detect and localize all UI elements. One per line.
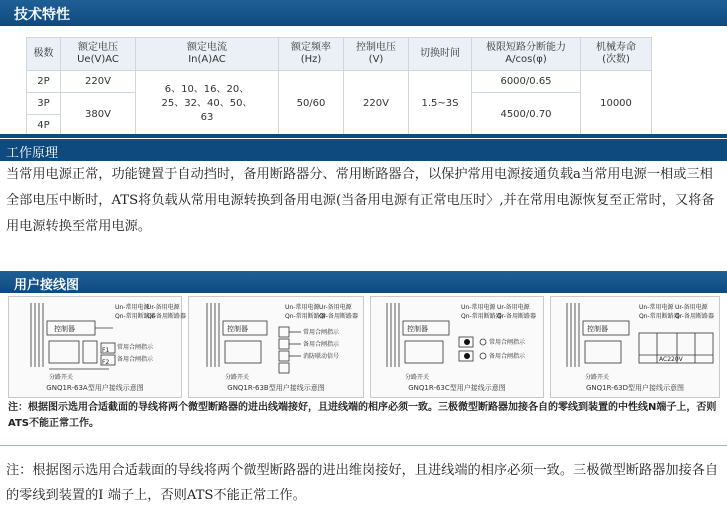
svg-text:常用合闸指示: 常用合闸指示 <box>489 339 526 346</box>
wiring-diagram-b <box>188 296 364 398</box>
svg-text:F2: F2 <box>102 359 110 366</box>
svg-text:F1: F1 <box>102 347 110 354</box>
svg-text:分路开关: 分路开关 <box>49 374 74 381</box>
wiring-drawing-d <box>551 297 719 383</box>
pole-cell: 2P <box>27 71 61 93</box>
spec-header <box>0 0 727 26</box>
section-rule <box>0 134 727 138</box>
section-divider <box>0 445 727 446</box>
col-breaking: 极限短路分断能力 A/cos(φ) <box>472 38 581 71</box>
voltage-cell: 220V <box>61 71 136 93</box>
spec-header-row <box>27 38 652 71</box>
svg-text:Un-常用电源: Un-常用电源 <box>285 304 320 311</box>
svg-text:分路开关: 分路开关 <box>405 374 430 381</box>
wiring-diagram-d <box>550 296 720 398</box>
wiring-title: 用户接线图 <box>14 278 80 293</box>
svg-text:Qn-常用断路器: Qn-常用断路器 <box>115 313 156 320</box>
principle-title: 工作原理 <box>6 146 59 161</box>
wiring-note: 注：根据图示选用合适截面的导线将两个微型断路器的进出线端接好，且进线端的相序必须一致。三极微型断路器加接各自的零线到装置的中性线N端子上，否则ATS不能正常工作。 <box>8 402 717 429</box>
svg-text:Qn-常用断路器: Qn-常用断路器 <box>461 313 502 320</box>
svg-text:分路开关: 分路开关 <box>225 374 250 381</box>
wiring-drawing-b <box>189 297 363 383</box>
svg-text:控制器: 控制器 <box>587 325 608 333</box>
svg-text:Un-常用电源: Un-常用电源 <box>461 304 496 311</box>
svg-text:Ur-备用电源: Ur-备用电源 <box>319 304 352 311</box>
svg-text:备用合闸指示: 备用合闸指示 <box>117 356 154 363</box>
svg-text:Qr-备用断路器: Qr-备用断路器 <box>147 313 186 320</box>
col-poles: 极数 <box>27 38 61 71</box>
voltage-cell: 380V <box>61 93 136 137</box>
breaking-cell: 6000/0.65 <box>472 71 581 93</box>
spec-title: 技术特性 <box>14 7 70 23</box>
table-row <box>27 71 652 93</box>
frequency-cell: 50/60 <box>279 71 344 137</box>
control-voltage-cell: 220V <box>344 71 409 137</box>
svg-text:Qr-备用断路器: Qr-备用断路器 <box>319 313 358 320</box>
svg-text:消防联动信号: 消防联动信号 <box>303 353 340 360</box>
switch-time-cell: 1.5~3S <box>409 71 472 137</box>
svg-text:Qr-备用断路器: Qr-备用断路器 <box>675 313 714 320</box>
svg-text:Qn-常用断路器: Qn-常用断路器 <box>285 313 326 320</box>
col-switch-time: 切换时间 <box>409 38 472 71</box>
life-cell: 10000 <box>581 71 652 137</box>
breaking-cell: 4500/0.70 <box>472 93 581 137</box>
diagram-caption: GNQ1R-63D型用户接线示意图 <box>585 384 685 392</box>
wiring-diagram-c <box>370 296 544 398</box>
col-life: 机械寿命 (次数) <box>581 38 652 71</box>
wiring-header <box>0 271 727 293</box>
bottom-note: 注：根据图示选用合适载面的导线将两个微型断路器的进出维岗接好，且进线端的相序必须一致。三极微型断路器加接各自的零线到装置的I 端子上，否则ATS不能正常工作。 <box>6 463 719 503</box>
spec-table <box>26 37 652 137</box>
current-cell: 6、10、16、20、 25、32、40、50、 63 <box>136 71 279 137</box>
diagram-caption: GNQ1R-63B型用户接线示意图 <box>227 384 325 392</box>
svg-text:分路开关: 分路开关 <box>585 374 610 381</box>
svg-text:备用合闸指示: 备用合闸指示 <box>303 341 340 348</box>
svg-text:Ur-备用电源: Ur-备用电源 <box>675 304 708 311</box>
svg-text:Ur-备用电源: Ur-备用电源 <box>147 304 180 311</box>
principle-header <box>0 139 727 161</box>
svg-text:控制器: 控制器 <box>407 325 428 333</box>
diagram-caption: GNQ1R-63C型用户接线示意图 <box>408 384 506 392</box>
svg-text:Un-常用电源: Un-常用电源 <box>115 304 150 311</box>
principle-text: 当常用电源正常，功能键置于自动挡时，备用断路器分、常用断路器合，以保护常用电源接通负载a当常用电源一相或三相全部电压中断时，ATS将负载从常用电源转换到备用电源(当备用电源有正常电压时〉,并在常用电源恢复至正常时，又将备用电源转换至常用电源。 <box>6 167 715 234</box>
wiring-diagram-a <box>8 296 186 398</box>
svg-text:Qn-常用断路器: Qn-常用断路器 <box>639 313 680 320</box>
svg-text:常用合闸指示: 常用合闸指示 <box>117 344 154 351</box>
col-control-voltage: 控制电压 (V) <box>344 38 409 71</box>
wiring-drawing-a <box>9 297 186 383</box>
wiring-drawing-c <box>371 297 543 383</box>
col-voltage: 额定电压 Ue(V)AC <box>61 38 136 71</box>
svg-text:控制器: 控制器 <box>227 325 248 333</box>
col-current: 额定电流 In(A)AC <box>136 38 279 71</box>
svg-text:Ur-备用电源: Ur-备用电源 <box>497 304 530 311</box>
controller-label: 控制器 <box>54 325 75 333</box>
diagram-caption: GNQ1R-63A型用户接线示意图 <box>46 384 144 392</box>
svg-text:备用合闸指示: 备用合闸指示 <box>489 353 526 360</box>
pole-cell: 4P <box>27 115 61 137</box>
col-frequency: 额定频率 (Hz) <box>279 38 344 71</box>
pole-cell: 3P <box>27 93 61 115</box>
svg-text:Un-常用电源: Un-常用电源 <box>639 304 674 311</box>
svg-text:AC220V: AC220V <box>659 356 683 363</box>
svg-text:常用合闸指示: 常用合闸指示 <box>303 329 340 336</box>
svg-text:Qr-备用断路器: Qr-备用断路器 <box>497 313 536 320</box>
